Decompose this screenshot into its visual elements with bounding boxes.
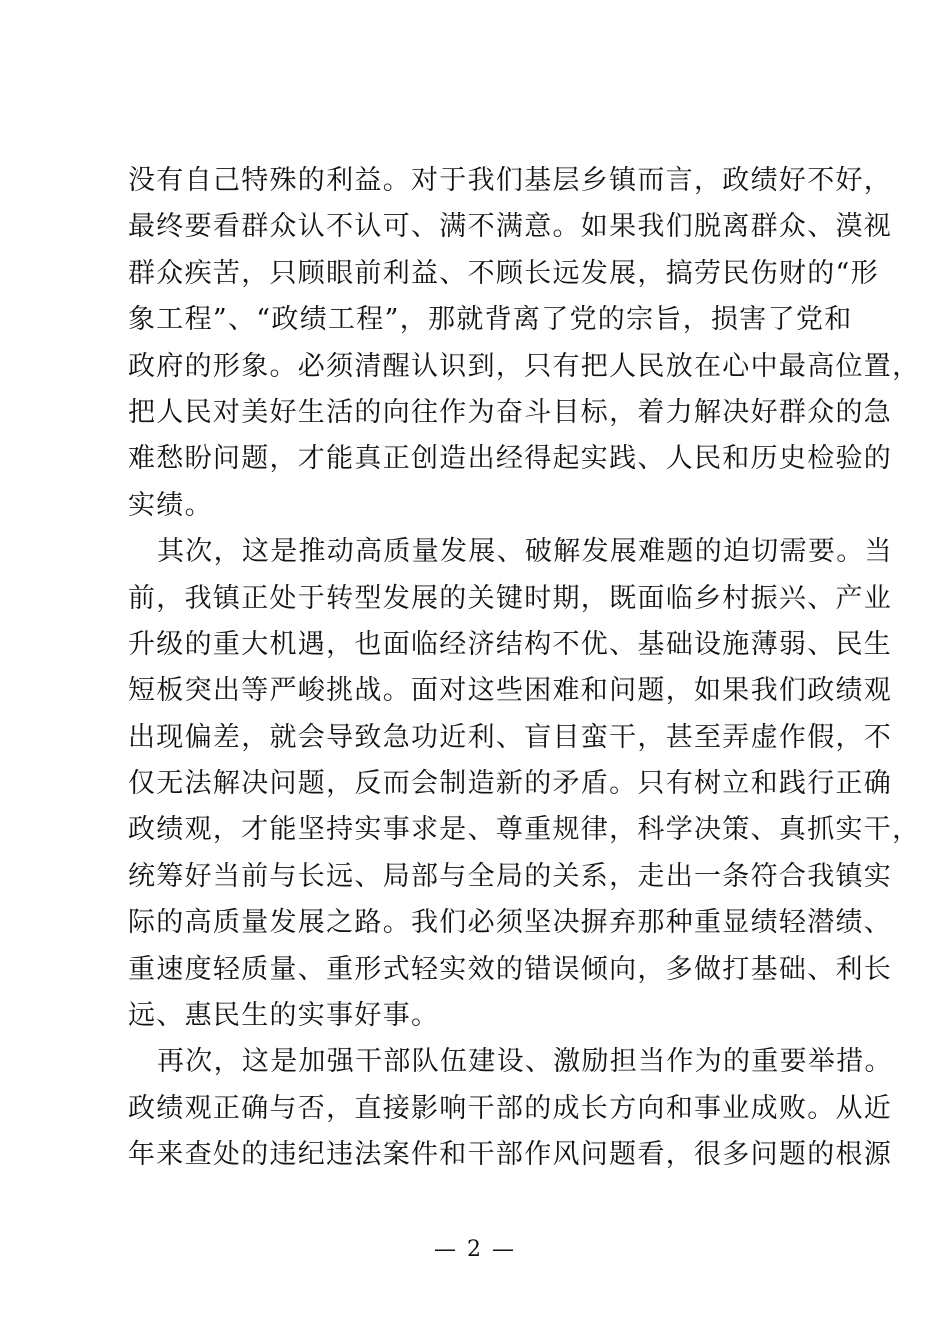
text-line: 仅无法解决问题，反而会制造新的矛盾。只有树立和践行正确: [128, 768, 893, 800]
text-line: 年来查处的违纪违法案件和干部作风问题看，很多问题的根源: [128, 1139, 893, 1171]
text-line: 统筹好当前与长远、局部与全局的关系，走出一条符合我镇实: [128, 860, 893, 892]
text-line: 再次，这是加强干部队伍建设、激励担当作为的重要举措。: [157, 1046, 893, 1078]
paragraph-2: [128, 529, 921, 1039]
text-line: 没有自己特殊的利益。对于我们基层乡镇而言，政绩好不好，: [128, 165, 893, 196]
text-line: 升级的重大机遇，也面临经济结构不优、基础设施薄弱、民生: [128, 628, 893, 660]
text-line: 把人民对美好生活的向往作为奋斗目标，着力解决好群众的急: [128, 396, 893, 428]
text-line: 政绩观，才能坚持实事求是、尊重规律，科学决策、真抓实干，: [128, 814, 921, 846]
text-line: 最终要看群众认不认可、满不满意。如果我们脱离群众、漠视: [128, 211, 893, 243]
text-line: 出现偏差，就会导致急功近利、盲目蛮干，甚至弄虚作假，不: [128, 721, 893, 753]
text-line: 政府的形象。必须清醒认识到，只有把人民放在心中最高位置，: [128, 350, 921, 382]
paragraph-1: [128, 158, 921, 529]
text-line: 远、惠民生的实事好事。: [128, 1000, 440, 1032]
text-line: 政绩观正确与否，直接影响干部的成长方向和事业成败。从近: [128, 1092, 893, 1124]
text-line: 象工程”、“政绩工程”，那就背离了党的宗旨，损害了党和: [128, 304, 853, 336]
text-line: 群众疾苦，只顾眼前利益、不顾长远发展，搞劳民伤财的“形: [128, 257, 879, 289]
text-line: 其次，这是推动高质量发展、破解发展难题的迫切需要。当: [157, 536, 893, 568]
text-line: 重速度轻质量、重形式轻实效的错误倾向，多做打基础、利长: [128, 953, 893, 985]
text-line: 际的高质量发展之路。我们必须坚决摒弃那种重显绩轻潜绩、: [128, 907, 893, 939]
paragraph-3: [128, 1039, 893, 1178]
text-line: 难愁盼问题，才能真正创造出经得起实践、人民和历史检验的: [128, 443, 893, 475]
text-line: 实绩。: [128, 489, 213, 521]
text-line: 短板突出等严峻挑战。面对这些困难和问题，如果我们政绩观: [128, 675, 893, 707]
text-line: 前，我镇正处于转型发展的关键时期，既面临乡村振兴、产业: [128, 582, 893, 614]
page-body: [128, 158, 921, 1179]
page-number: — 2 —: [434, 1237, 516, 1262]
